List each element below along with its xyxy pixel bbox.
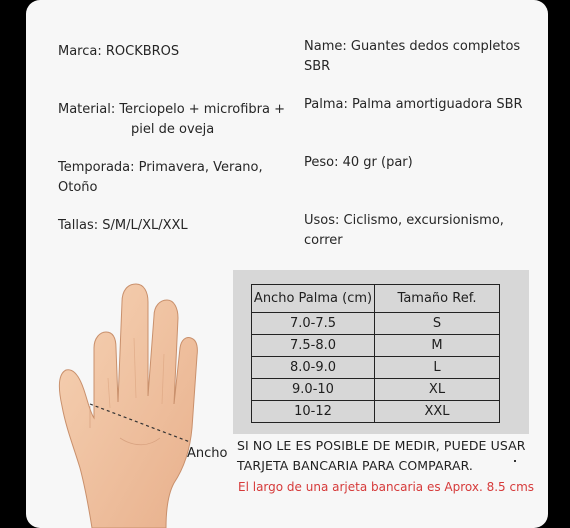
spec-uses-line1: Usos: Ciclismo, excursionismo, xyxy=(304,213,504,228)
spec-material-line1: Material: Terciopelo + microfibra + xyxy=(58,102,286,117)
spec-season-line2: Otoño xyxy=(58,180,98,195)
size-table-header-size-ref: Tamaño Ref. xyxy=(375,285,500,313)
table-row xyxy=(252,401,500,423)
spec-name-line1: Name: Guantes dedos completos xyxy=(304,39,521,54)
table-cell-size: S xyxy=(375,313,500,335)
table-cell-size: M xyxy=(375,335,500,357)
hand-shape xyxy=(59,284,197,528)
table-cell-palm-width: 10-12 xyxy=(252,401,375,423)
spec-palm: Palma: Palma amortiguadora SBR xyxy=(304,97,523,112)
size-table-header-row xyxy=(252,285,500,313)
spec-name-line2: SBR xyxy=(304,59,331,74)
measure-note-line2: TARJETA BANCARIA PARA COMPARAR. xyxy=(237,458,474,473)
table-cell-size: XXL xyxy=(375,401,500,423)
card-length-note: El largo de una arjeta bancaria es Aprox. 8.5 cms xyxy=(238,480,535,494)
spec-uses-line2: correr xyxy=(304,233,343,248)
size-table-header-palm-width: Ancho Palma (cm) xyxy=(252,285,375,313)
spec-brand: Marca: ROCKBROS xyxy=(58,44,180,59)
table-cell-palm-width: 9.0-10 xyxy=(252,379,375,401)
table-cell-size: XL xyxy=(375,379,500,401)
table-cell-palm-width: 7.5-8.0 xyxy=(252,335,375,357)
table-row xyxy=(252,357,500,379)
table-row xyxy=(252,313,500,335)
palm-width-label: Ancho xyxy=(187,446,228,461)
table-cell-palm-width: 7.0-7.5 xyxy=(252,313,375,335)
measure-note-line1: SI NO LE ES POSIBLE DE MEDIR, PUEDE USAR xyxy=(237,438,526,453)
spec-weight: Peso: 40 gr (par) xyxy=(304,155,413,170)
hand-measurement-illustration xyxy=(50,278,200,528)
table-row xyxy=(252,379,500,401)
spec-material-line2: piel de oveja xyxy=(131,122,215,137)
table-cell-palm-width: 8.0-9.0 xyxy=(252,357,375,379)
spec-sizes: Tallas: S/M/L/XL/XXL xyxy=(58,218,188,233)
table-cell-size: L xyxy=(375,357,500,379)
table-row xyxy=(252,335,500,357)
size-table xyxy=(251,284,500,423)
dot-mark xyxy=(514,460,516,462)
spec-season-line1: Temporada: Primavera, Verano, xyxy=(58,160,263,175)
